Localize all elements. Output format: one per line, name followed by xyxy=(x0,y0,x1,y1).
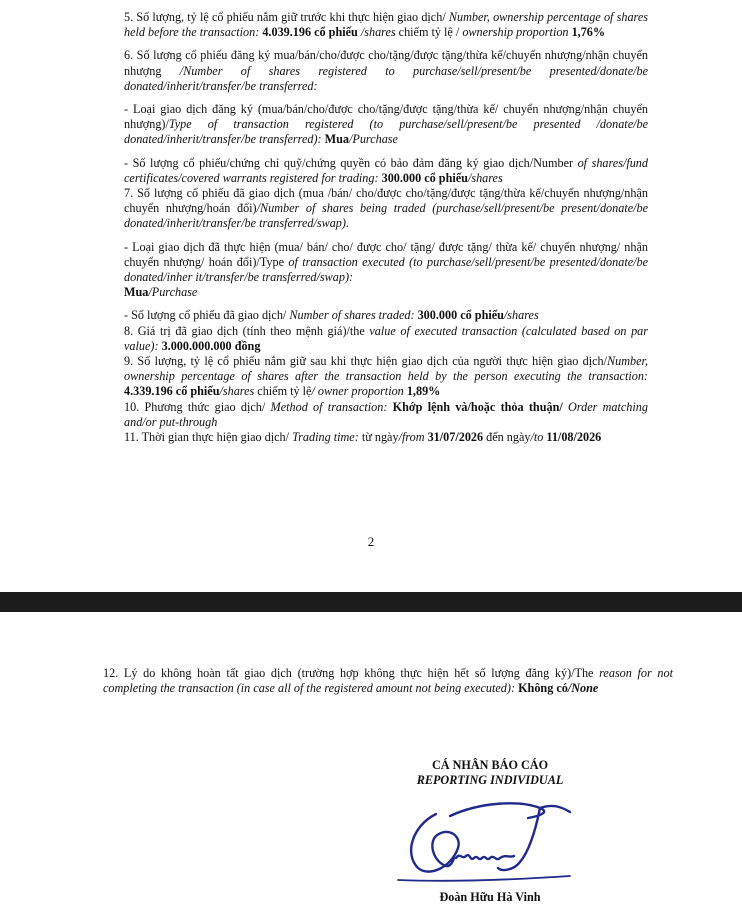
item-11-from-label-en: /from xyxy=(398,430,425,445)
item-9-ratio-label-en: / owner proportion xyxy=(311,384,404,399)
item-5-vn: 5. Số lượng, tỷ lệ cổ phiếu nắm giữ trước khi thực hiện giao dịch/ xyxy=(124,10,446,24)
item-6b-vn: - Số lượng cổ phiếu/chứng chỉ quỹ/chứng quyền có bảo đảm đăng ký giao dịch/Number xyxy=(124,155,574,170)
item-5-ratio-label: chiếm tỷ lệ / xyxy=(395,25,460,40)
item-6b-value-en: /shares xyxy=(467,170,503,185)
item-7a-value-en: /Purchase xyxy=(148,285,198,300)
item-11-to-label: đến ngày xyxy=(483,430,531,445)
item-5-ratio: 1,76% xyxy=(568,25,606,40)
item-7a-en: of transaction executed (to purchase/sell/present/be presented/donate/be donated/inher it/transfer/be transferred/swap): xyxy=(124,254,648,285)
item-5-unit: /shares xyxy=(357,25,396,40)
item-6b-value: 300.000 cổ phiếu xyxy=(378,170,468,185)
page-divider xyxy=(0,592,742,612)
item-6a-vn: - Loại giao dịch đăng ký (mua/bán/cho/được cho/tặng/được tặng/thừa kế/ chuyển nhượng/nhận chuyển nhượng)/ xyxy=(124,102,648,132)
item-9-vn: 9. Số lượng, tỷ lệ cổ phiếu nắm giữ sau khi thực hiện giao dịch của người thực hiện giao dịch/ xyxy=(124,354,608,369)
item-7b-quantity xyxy=(124,308,648,323)
item-12-value-en: /None xyxy=(567,681,599,696)
item-10-method xyxy=(124,400,648,430)
signature-title: CÁ NHÂN BÁO CÁO xyxy=(431,758,549,772)
item-7a-value: Mua xyxy=(124,285,149,300)
item-8-value xyxy=(124,324,648,354)
item-5-shares-before xyxy=(124,10,648,40)
signature-block xyxy=(400,758,580,904)
item-6-en: /Number of shares registered to purchase/sell/present/be presented/donate/be donated/inherit/transfer/be transferred: xyxy=(124,63,648,93)
item-11-from-label: từ ngày xyxy=(358,430,399,445)
item-11-to-label-en: /to xyxy=(530,430,544,445)
item-10-value-en: Order matching and/or put-through xyxy=(124,399,648,429)
document-page-3 xyxy=(0,612,742,917)
item-6-registered xyxy=(124,48,648,94)
item-6a-value-en: /Purchase xyxy=(349,132,398,147)
item-7-traded xyxy=(124,186,648,232)
item-5-value: 4.039.196 cổ phiếu xyxy=(259,25,358,40)
item-6a-type xyxy=(124,102,648,148)
item-9-value: 4.339.196 cổ phiếu xyxy=(124,384,220,399)
item-6-vn: 6. Số lượng cổ phiếu đăng ký mua/bán/cho/được cho/tặng/được tặng/thừa kế/chuyển nhượng/nhận chuyển nhượng xyxy=(124,48,648,78)
item-8-vn: 8. Giá trị đã giao dịch (tính theo mệnh giá)/the xyxy=(124,323,365,338)
item-11-from-date: 31/07/2026 xyxy=(424,430,484,445)
handwritten-signature xyxy=(390,796,590,886)
item-7a-type xyxy=(124,240,648,301)
item-7b-vn: - Số lượng cổ phiếu đã giao dịch/ xyxy=(124,308,287,323)
item-7a-vn: - Loại giao dịch đã thực hiện (mua/ bán/ cho/ được cho/ tặng/ được tặng/ thừa kế/ chuyển nhượng/ nhận chuyển nhượng/ hoán đổi)/Type xyxy=(124,239,648,269)
item-12-value: Không có xyxy=(515,681,568,696)
item-7b-value-en: /shares xyxy=(503,308,539,323)
item-11-to-date: 11/08/2026 xyxy=(543,430,602,445)
item-5-ratio-label-en: ownership proportion xyxy=(459,25,569,40)
item-8-en: value of executed transaction (calculated based on par value): xyxy=(124,323,648,353)
item-6a-value: Mua xyxy=(321,132,349,147)
page-content xyxy=(103,666,673,704)
item-11-vn: 11. Thời gian thực hiện giao dịch/ xyxy=(124,430,290,445)
item-7b-value: 300.000 cổ phiếu xyxy=(414,308,504,323)
item-6b-quantity xyxy=(124,156,648,186)
item-10-value: Khớp lệnh và/hoặc thỏa thuận/ xyxy=(387,399,563,414)
item-11-en: Trading time: xyxy=(289,430,359,445)
item-9-shares-after xyxy=(124,354,648,400)
item-7-en: /Number of shares being traded (purchase/sell/present/be present/donate/be donated/inherit/transfer/be transferred/swap). xyxy=(124,201,649,231)
item-8-amount: 3.000.000.000 đồng xyxy=(158,338,261,353)
page-content xyxy=(124,10,648,445)
item-9-unit: /shares xyxy=(219,384,255,399)
item-7b-en: Number of shares traded: xyxy=(286,308,415,323)
item-10-en: Method of transaction: xyxy=(265,399,388,414)
item-11-time xyxy=(124,430,648,445)
item-12-reason xyxy=(103,666,673,696)
item-9-ratio: 1,89% xyxy=(403,384,441,399)
item-5-en: Number, ownership percentage of shares held before the transaction: xyxy=(124,10,648,40)
item-6b-en: of shares/fund certificates/covered warrants registered for trading: xyxy=(124,155,648,185)
page-number: 2 xyxy=(367,534,375,549)
item-9-ratio-label: chiếm tỷ lệ xyxy=(254,384,312,399)
item-6a-en: Type of transaction registered (to purchase/sell/present/be presented /donate/be donated/inherit/transfer/be transferred): xyxy=(124,117,648,147)
item-10-vn: 10. Phương thức giao dịch/ xyxy=(124,399,266,414)
item-12-vn: 12. Lý do không hoàn tất giao dịch (trường hợp không thực hiện hết số lượng đăng ký)/The xyxy=(103,666,594,680)
signature-strokes xyxy=(398,803,570,880)
signature-subtitle: REPORTING INDIVIDUAL xyxy=(416,773,564,788)
item-12-en: reason for not completing the transaction (in case all of the registered amount not being executed): xyxy=(103,666,673,696)
item-9-en: Number, ownership percentage of shares after the transaction held by the person executing the transaction: xyxy=(124,354,648,384)
signer-name: Đoàn Hữu Hà Vinh xyxy=(439,890,541,904)
item-7-vn: 7. Số lượng cổ phiếu đã giao dịch (mua /bán/ cho/được cho/tặng/được tặng/thừa kế/chuyển nhượng/nhận chuyển nhượng/hoán đổi) xyxy=(124,186,648,216)
